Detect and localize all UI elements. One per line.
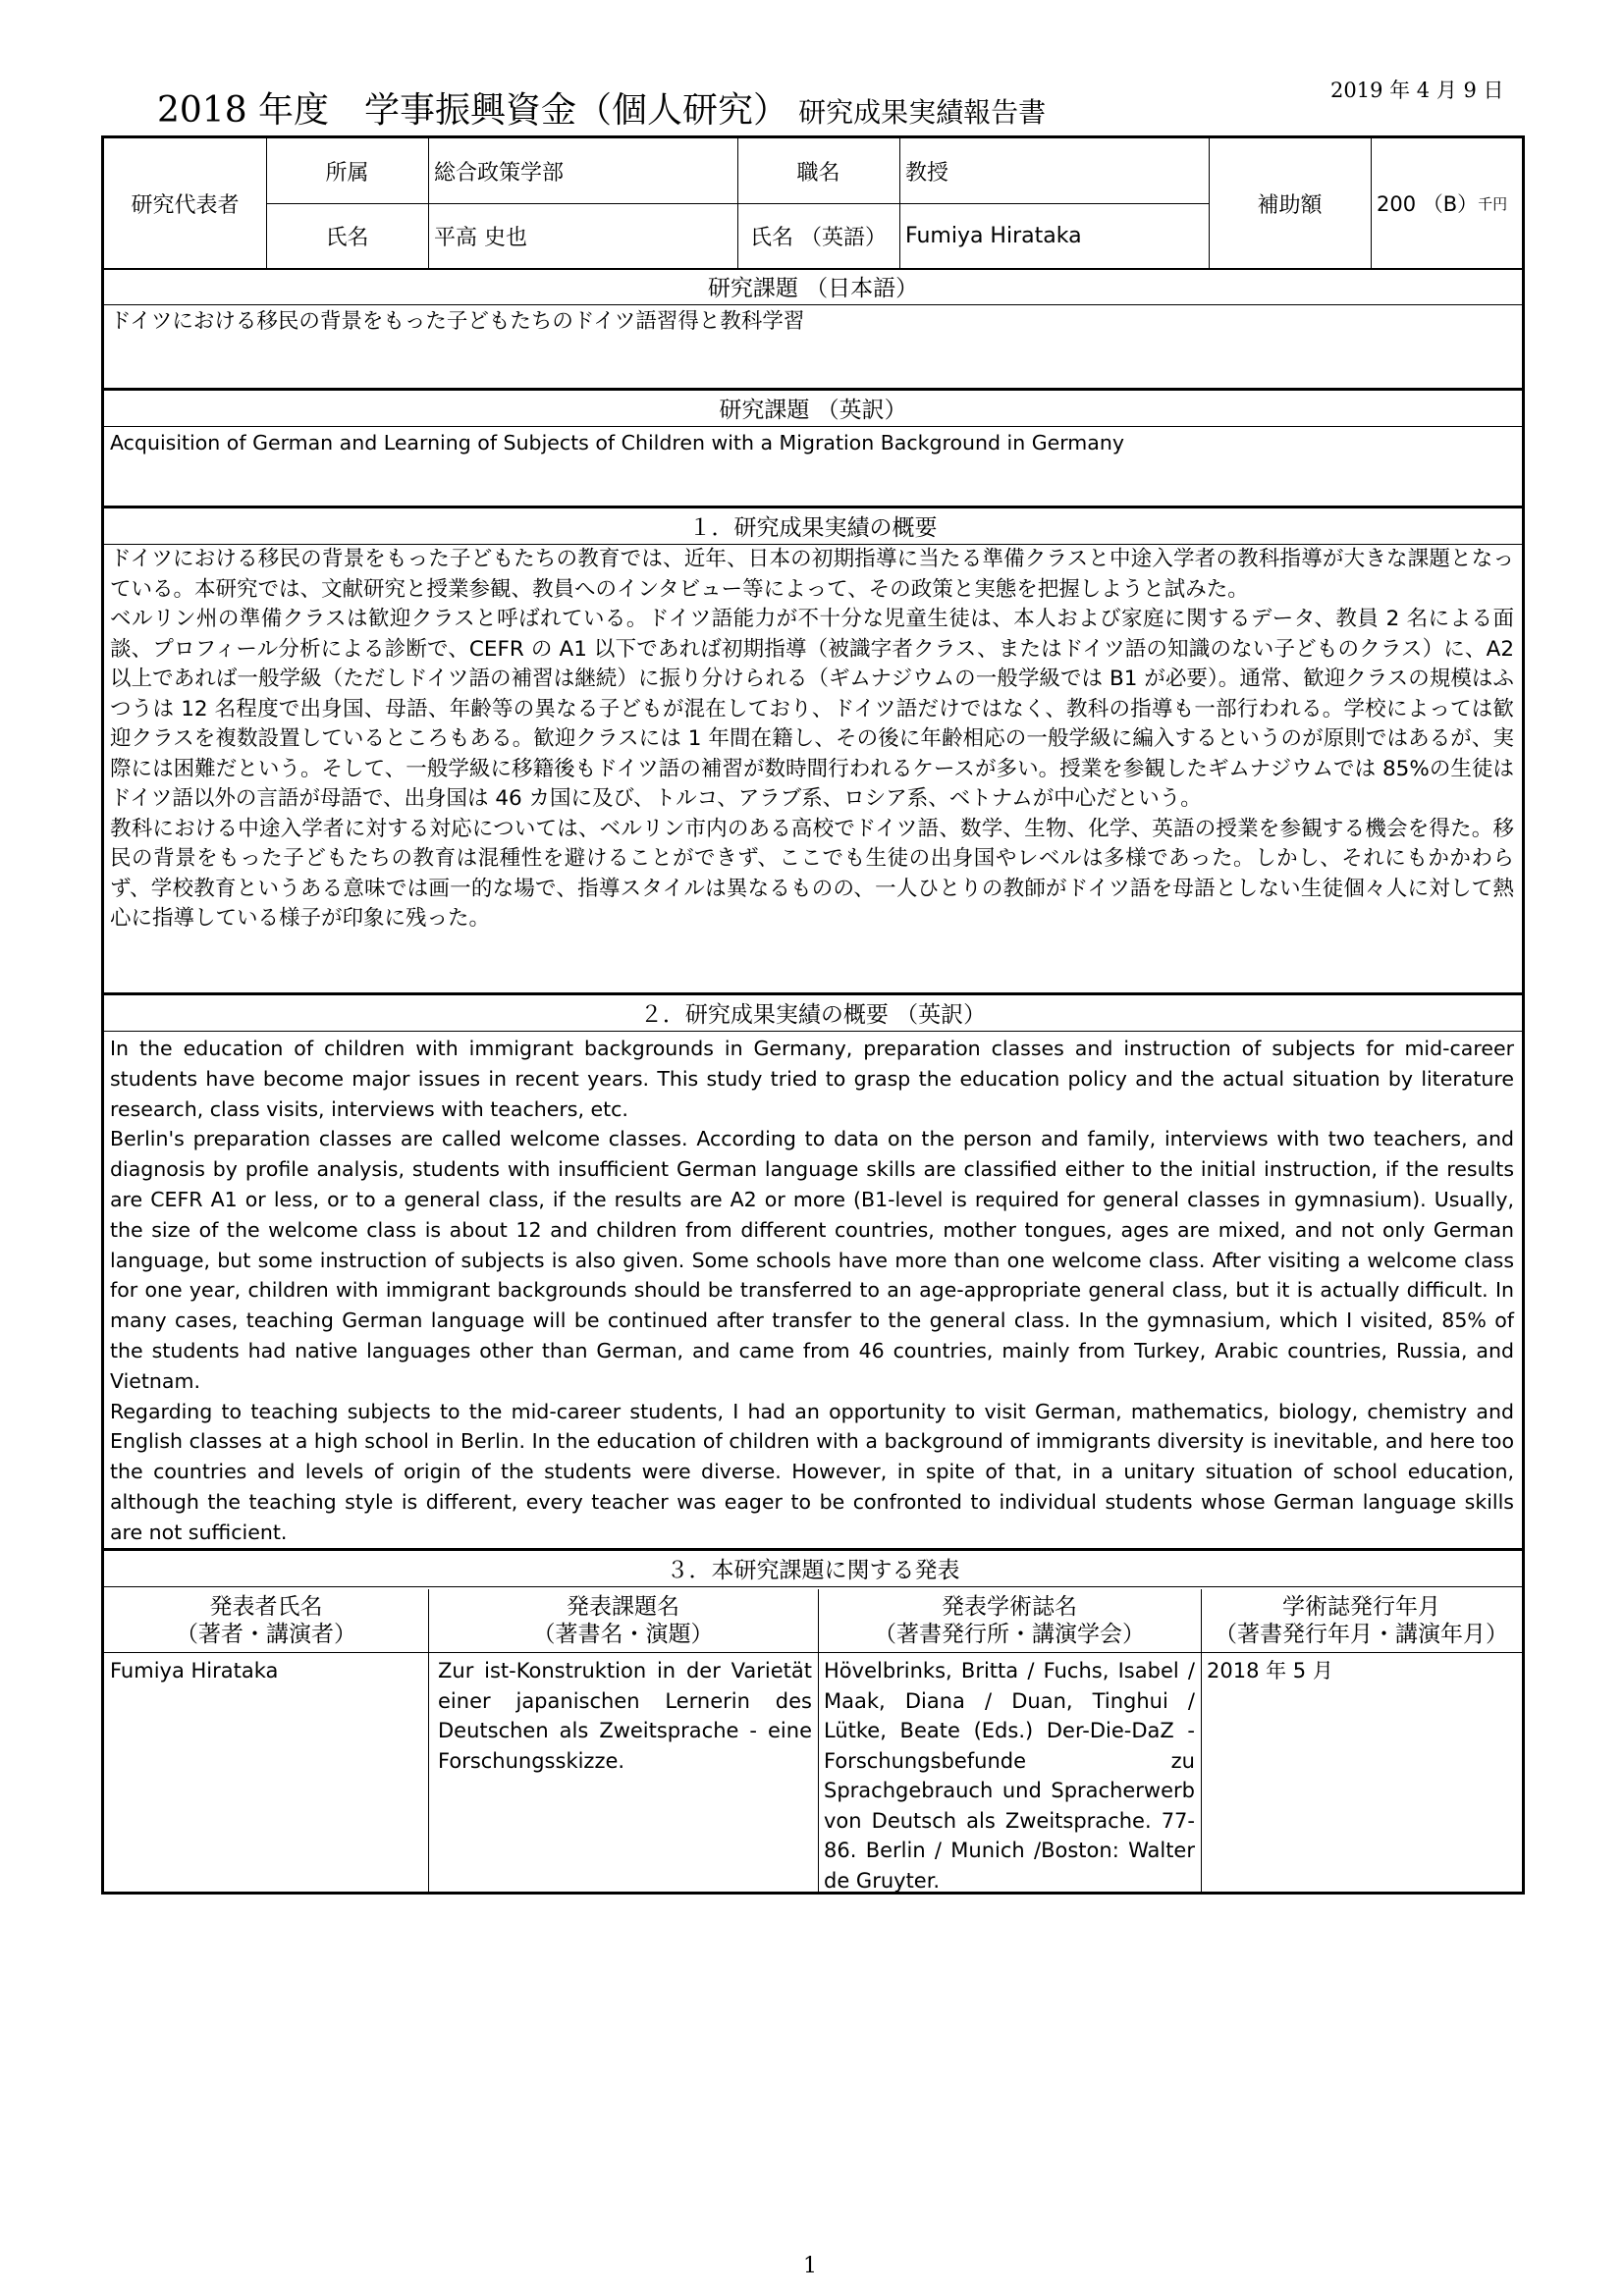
grant-label: 補助額 <box>1257 192 1323 218</box>
pub-author: Fumiya Hirataka <box>110 1659 279 1682</box>
report-date: 2019 年 4 月 9 日 <box>1330 79 1504 102</box>
pub-header-author-line1: 発表者氏名 <box>209 1594 323 1620</box>
summary-jp-heading: １．研究成果実績の概要 <box>104 507 1522 545</box>
name-value: 平高 史也 <box>434 225 527 250</box>
pub-header-title-line1: 発表課題名 <box>567 1594 679 1620</box>
pub-header-journal-line2: （著書発行所・講演学会） <box>874 1622 1145 1647</box>
pub-journal: Hövelbrinks, Britta / Fuchs, Isabel / Maak, Diana / Duan, Tinghui / Lütke, Beate (Eds.) Der-Die-DaZ - Forschungsbefunde zu Sprachgebrauch und Spracherwerb von Deutsch als Zweitsprache. 77-86. Berlin / Munich /Boston: Walter de Gruyter. <box>824 1659 1195 1893</box>
pub-header-title <box>428 1589 818 1652</box>
name-en-label: 氏名 （英語） <box>750 225 887 250</box>
page-number: 1 <box>803 2254 817 2278</box>
summary-en-paragraph: Berlin's preparation classes are called welcome classes. According to data on the person and family, interviews with two teachers, and diagnosis by profile analysis, students with insufficient German language skills are classified either to the initial instruction, if the results are CEFR A1 or less, or to a general class, if the results are A2 or more (B1-level is required for general classes in gymnasium). Usually, the size of the welcome class is about 12 and children from different countries, mother tongues, ages are mixed, and not only German language, but some instruction of subjects is also given. Some schools have more than one welcome class. After visiting a welcome class for one year, children with immigrant backgrounds should be transferred to an age-appropriate general class, but it is actually difficult. In many cases, teaching German language will be continued after transfer to the general class. In the gymnasium, which I visited, 85% of the students had native languages other than German, and came from 46 countries, mainly from Turkey, Arabic countries, Russia, and Vietnam. <box>110 1127 1514 1393</box>
name-label: 氏名 <box>325 225 369 250</box>
publications-heading: ３．本研究課題に関する発表 <box>104 1550 1522 1587</box>
page-title <box>157 82 1046 133</box>
report-frame <box>101 135 1525 1895</box>
title-en-heading: 研究課題 （英訳） <box>104 390 1522 427</box>
name-en-value: Fumiya Hirataka <box>905 223 1082 248</box>
publications-header-row <box>104 1589 1522 1653</box>
grant-unit: 千円 <box>1478 194 1508 213</box>
summary-en-paragraph: In the education of children with immigrant backgrounds in Germany, preparation classes and instruction of subjects for mid-career students have become major issues in recent years. This study tried to grasp the education policy and the actual situation by literature research, class visits, interviews with teachers, etc. <box>110 1037 1514 1121</box>
representative-label: 研究代表者 <box>131 192 240 218</box>
summary-jp-paragraph: ベルリン州の準備クラスは歓迎クラスと呼ばれている。ドイツ語能力が不十分な児童生徒は、本人および家庭に関するデータ、教員 2 名による面談、プロフィール分析による診断で、CEFR の A1 以下であれば初期指導（被識字者クラス、またはドイツ語の知識のない子どものクラス）に、A2 以上であれば一般学級（ただしドイツ語の補習は継続）に振り分けられる（ギムナジウムの一般学級では B1 が必要）。通常、歓迎クラスの規模はふつうは 12 名程度で出身国、母語、年齢等の異なる子どもが混在しており、ドイツ語だけではなく、教科の指導も一部行われる。学校によっては歓迎クラスを複数設置しているところもある。歓迎クラスには 1 年間在籍し、その後に年齢相応の一般学級に編入するというのが原則ではあるが、実際には困難だという。そして、一般学級に移籍後もドイツ語の補習が数時間行われるケースが多い。授業を参観したギムナジウムでは 85%の生徒はドイツ語以外の言語が母語で、出身国は 46 カ国に及び、トルコ、アラブ系、ロシア系、ベトナムが中心だという。 <box>110 607 1514 811</box>
pub-header-date-line2: （著書発行年月・講演年月） <box>1215 1622 1508 1647</box>
summary-jp-paragraph: ドイツにおける移民の背景をもった子どもたちの教育では、近年、日本の初期指導に当たる準備クラスと中途入学者の教科指導が大きな課題となっている。本研究では、文献研究と授業参観、教員へのインタビュー等によって、その政策と実態を把握しようと試みた。 <box>110 547 1514 602</box>
affiliation-value: 総合政策学部 <box>434 160 565 186</box>
title-sub: 研究成果実績報告書 <box>798 96 1047 129</box>
pub-date: 2018 年 5 月 <box>1207 1659 1333 1682</box>
title-main: 2018 年度 学事振興資金（個人研究） <box>157 90 789 131</box>
pub-header-author-line2: （著者・講演者） <box>176 1622 356 1647</box>
summary-jp-paragraph: 教科における中途入学者に対する対応については、ベルリン市内のある高校でドイツ語、数学、生物、化学、英語の授業を参観する機会を得た。移民の背景をもった子どもたちの教育は混種性を避けることができず、ここでも生徒の出身国やレベルは多様であった。しかし、それにもかかわらず、学校教育というある意味では画一的な場で、指導スタイルは異なるものの、一人ひとりの教師がドイツ語を母語としない生徒個々人に対して熱心に指導している様子が印象に残った。 <box>110 816 1514 931</box>
pub-header-journal-line1: 発表学術誌名 <box>942 1594 1077 1620</box>
title-jp-text: ドイツにおける移民の背景をもった子どもたちのドイツ語習得と教科学習 <box>110 309 805 334</box>
pub-title: Zur ist-Konstruktion in der Varietät einer japanischen Lernerin des Deutschen als Zweitsprache - eine Forschungsskizze. <box>438 1659 812 1773</box>
pub-header-journal <box>818 1589 1201 1652</box>
position-label: 職名 <box>796 160 840 186</box>
header-block <box>104 138 1522 270</box>
affiliation-label: 所属 <box>325 160 369 186</box>
summary-en-paragraph: Regarding to teaching subjects to the mid-career students, I had an opportunity to visit German, mathematics, biology, chemistry and English classes at a high school in Berlin. In the education of children with a background of immigrants diversity is inevitable, and here too the countries and levels of origin of the students were diverse. However, in spite of that, in a unitary situation of school education, although the teaching style is different, every teacher was eager to be confronted to individual students whose German language skills are not sufficient. <box>110 1399 1514 1544</box>
pub-header-date-line1: 学術誌発行年月 <box>1282 1594 1440 1620</box>
position-value: 教授 <box>905 160 949 186</box>
summary-en-text <box>110 1034 1514 1548</box>
table-row <box>104 1652 1522 1895</box>
pub-header-title-line2: （著書名・演題） <box>532 1622 714 1647</box>
grant-value <box>1371 138 1522 268</box>
title-en-text: Acquisition of German and Learning of Subjects of Children with a Migration Background in Germany <box>110 431 1124 454</box>
grant-amount: 200 （B） <box>1377 192 1479 216</box>
title-jp-heading: 研究課題 （日本語） <box>104 268 1522 305</box>
summary-jp-text <box>110 545 1514 934</box>
summary-en-heading: ２．研究成果実績の概要 （英訳） <box>104 994 1522 1032</box>
pub-header-date <box>1201 1589 1522 1652</box>
pub-header-author <box>104 1589 428 1652</box>
